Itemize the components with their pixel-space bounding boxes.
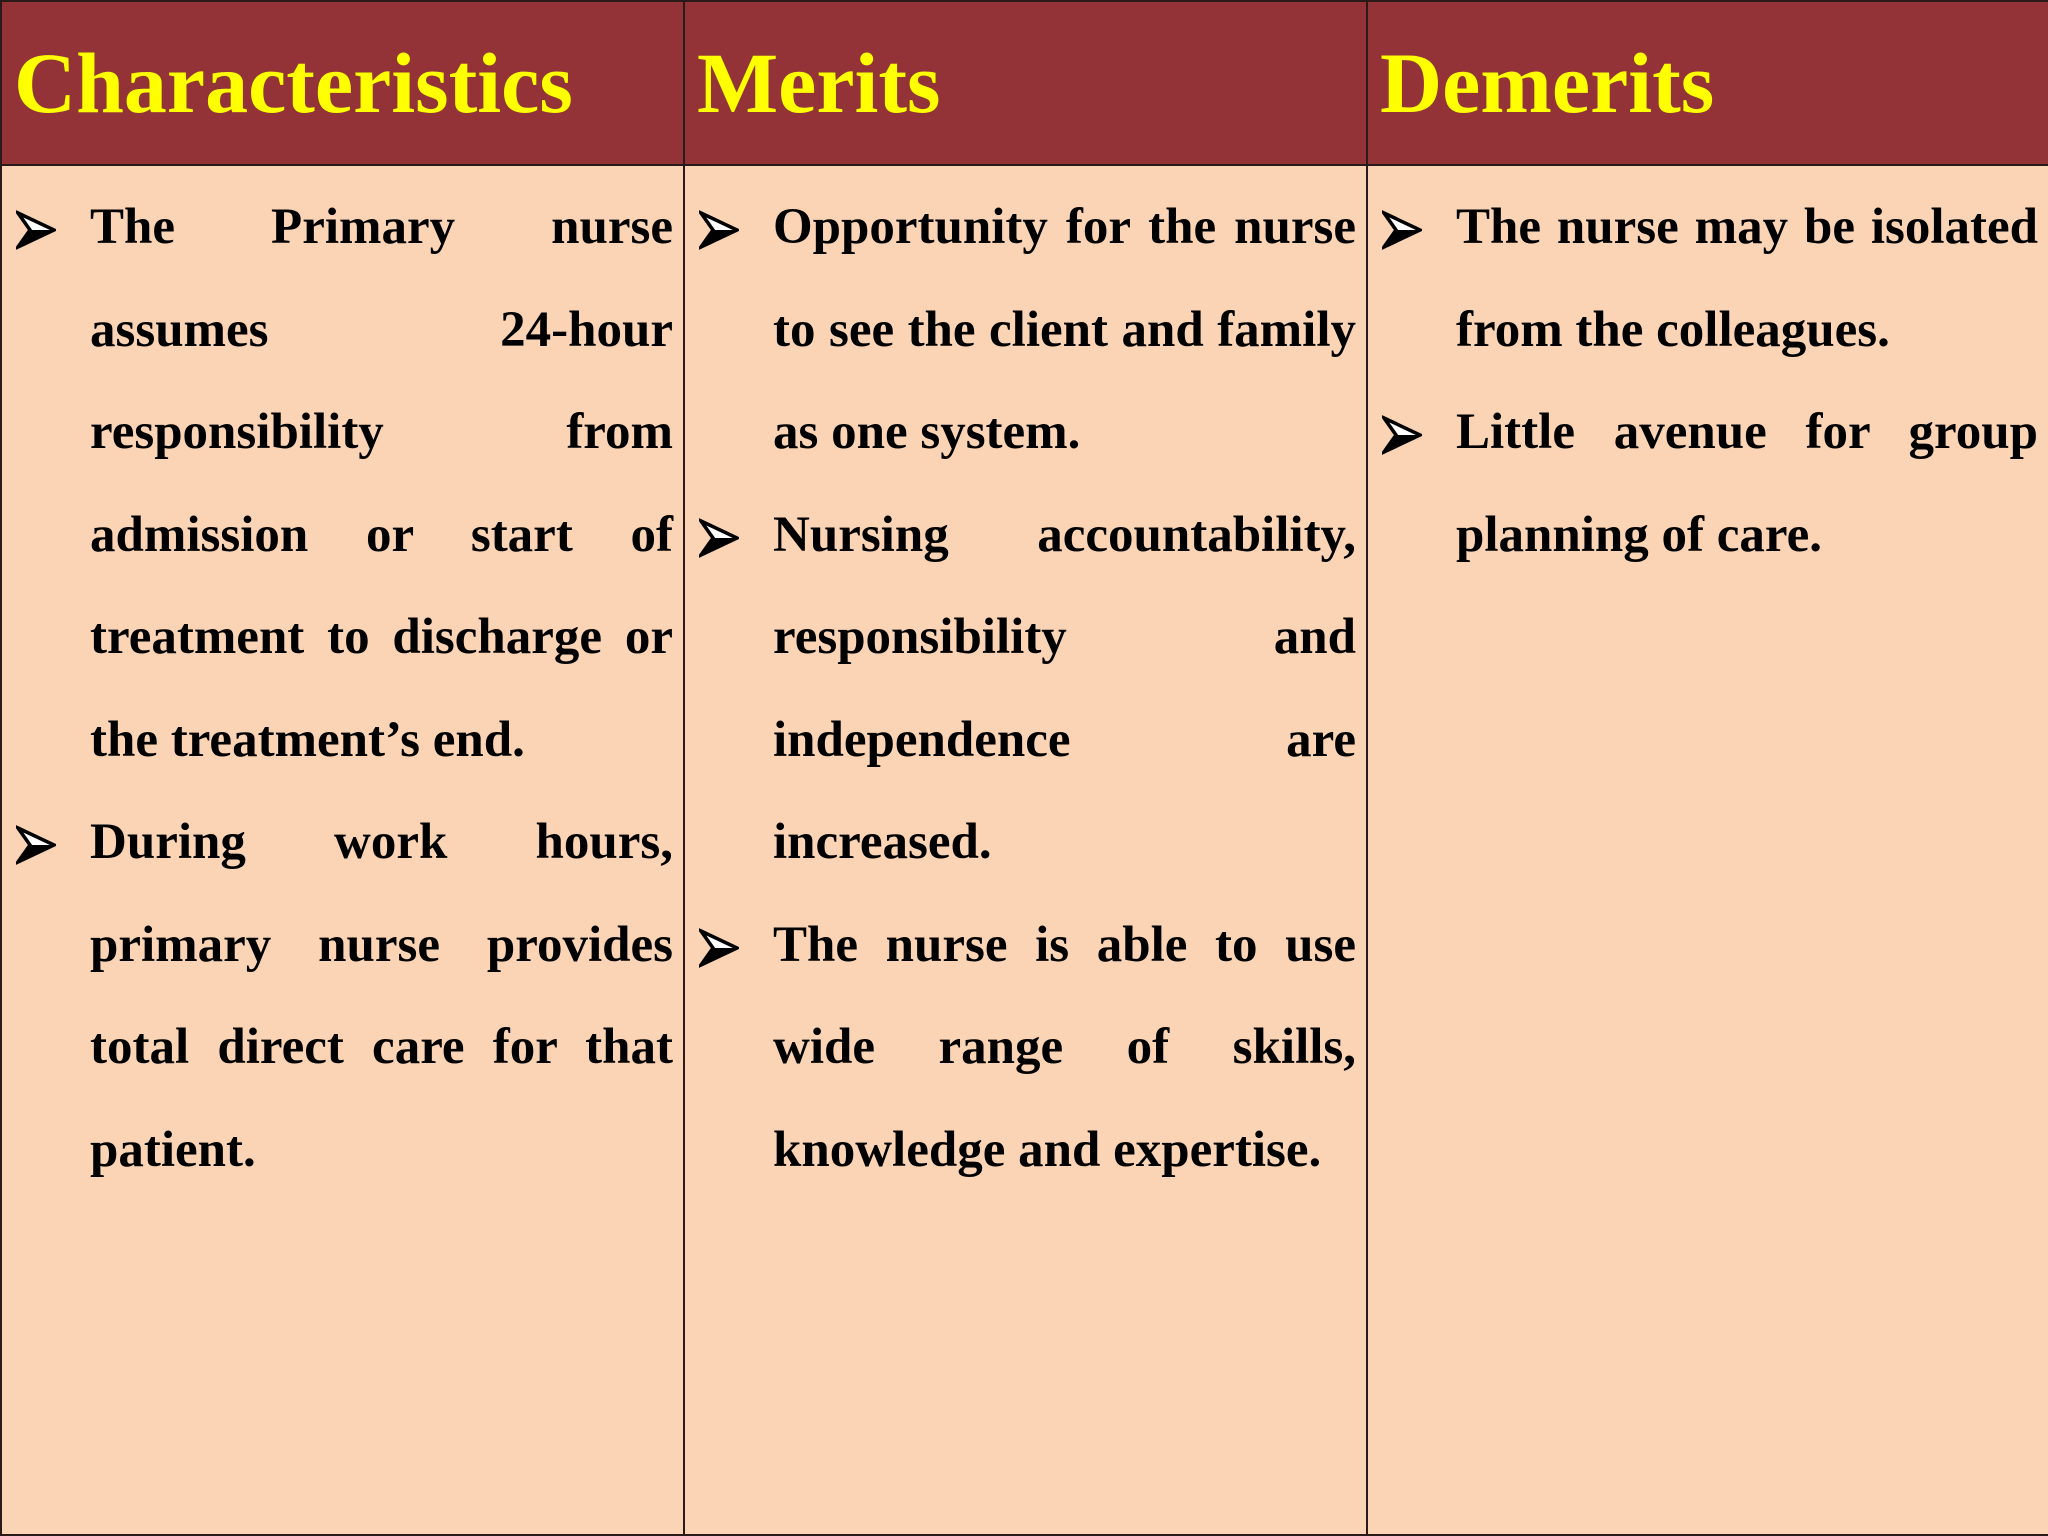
column-header-merits: Merits [684,1,1367,165]
merit-text: Opportunity for the nurse to see the client and family as one system. [773,199,1356,460]
content-row [1,165,2048,1535]
list-item [699,176,1356,484]
list-item [699,894,1356,1202]
arrowhead-bullet-icon [16,825,56,865]
merit-text: The nurse is able to use wide range of skills, knowledge and expertise. [773,916,1356,1178]
list-item [699,484,1356,894]
column-header-characteristics: Characteristics [1,1,684,165]
list-item [1382,381,2038,586]
demerits-cell [1367,165,2048,1535]
arrowhead-bullet-icon [16,210,56,250]
merit-text: Nursing accountability, responsibility and independence are increased. [773,506,1356,870]
arrowhead-bullet-icon [1382,415,1422,455]
arrowhead-bullet-icon [699,210,739,250]
characteristic-text: During work hours, primary nurse provides total direct care for that patient. [90,814,673,1178]
demerit-text: The nurse may be isolated from the colleagues. [1456,199,2038,358]
list-item [16,791,673,1201]
merits-cell [684,165,1367,1535]
demerit-text: Little avenue for group planning of care. [1456,404,2038,563]
list-item [16,176,673,791]
arrowhead-bullet-icon [699,518,739,558]
characteristic-text: The Primary nurse assumes 24-hour responsibility from admission or start of treatment to discharge or the treatment’s end. [90,199,673,768]
header-row [1,1,2048,165]
demerits-list [1368,166,2048,586]
characteristics-cell [1,165,684,1535]
column-header-demerits: Demerits [1367,1,2048,165]
list-item [1382,176,2038,381]
arrowhead-bullet-icon [1382,210,1422,250]
merits-list [685,166,1366,1201]
arrowhead-bullet-icon [699,928,739,968]
characteristics-list [2,166,683,1201]
